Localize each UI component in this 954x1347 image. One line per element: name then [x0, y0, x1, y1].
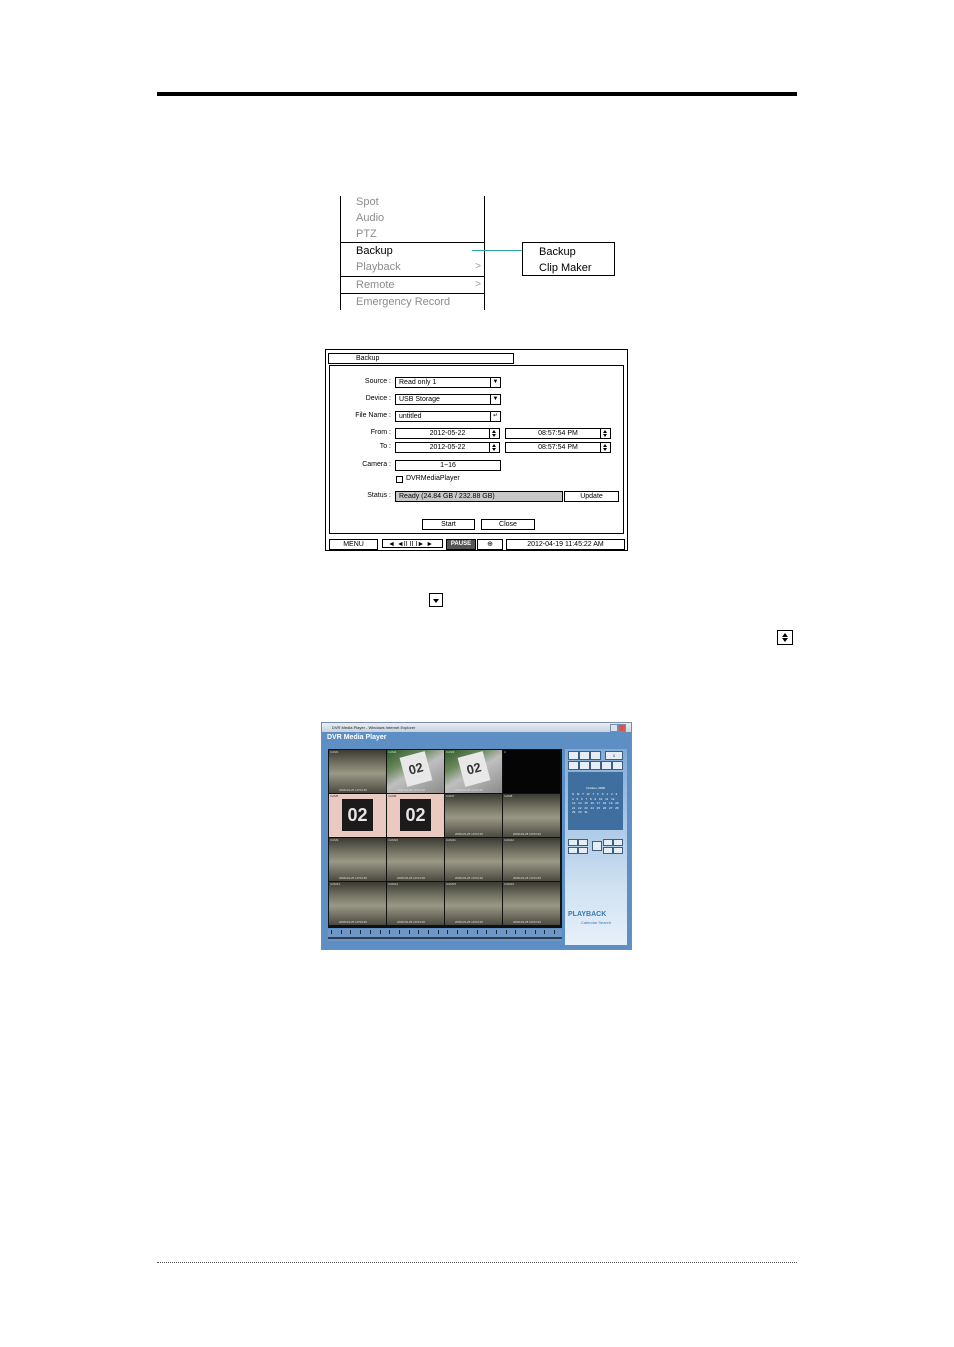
camera-tile[interactable] — [329, 750, 386, 793]
menu-item-label: Remote — [356, 279, 395, 291]
timeline-tick — [535, 930, 536, 934]
close-button[interactable]: Close — [481, 519, 535, 530]
camera-timestamp: 2008-09-25 10:54:36 — [339, 788, 367, 792]
camera-tile[interactable] — [329, 882, 386, 925]
timeline-tick — [370, 930, 371, 934]
sign-plate: 02 — [400, 751, 433, 787]
camera-label: CAM13 — [330, 882, 341, 886]
menu-item-spot[interactable] — [341, 194, 484, 210]
camera-timestamp: 2008-09-25 10:54:36 — [397, 920, 425, 924]
camera-number: 02 — [400, 799, 431, 831]
timeline-tick — [515, 930, 516, 934]
camera-label: CAM9 — [330, 838, 339, 842]
calendar — [568, 772, 623, 830]
timeline-tick — [506, 930, 507, 934]
camera-label: CAM11 — [446, 838, 456, 842]
timeline-track[interactable] — [328, 937, 562, 939]
from-date-value: 2012-05-22 — [429, 430, 466, 437]
camera-label: CAM6 — [388, 794, 397, 798]
camera-timestamp: 2008-09-25 10:54:36 — [339, 920, 367, 924]
layout-16-icon[interactable] — [601, 761, 612, 770]
camera-timestamp: 2008-09-25 10:54:36 — [513, 920, 541, 924]
menu-item-label: Backup — [356, 245, 393, 257]
camera-tile[interactable] — [503, 882, 560, 925]
dvr-media-player-window — [321, 722, 632, 950]
stop-icon[interactable] — [592, 841, 602, 851]
camera-number: 02 — [342, 799, 373, 831]
camera-tile[interactable] — [503, 838, 560, 881]
timeline-tick — [554, 930, 555, 934]
device-label: Device : — [365, 395, 391, 402]
layout-9-icon[interactable] — [590, 761, 601, 770]
timeline-tick — [380, 930, 381, 934]
browser-title-bar — [322, 723, 632, 732]
layout-4-icon[interactable] — [579, 761, 590, 770]
to-label: To : — [379, 443, 391, 450]
camera-label: CAM3 — [446, 750, 455, 754]
menu-item-label: Playback — [356, 261, 401, 273]
menu-item-label: Spot — [356, 196, 379, 208]
menu-item-ptz[interactable] — [341, 226, 484, 242]
camera-label: CAM12 — [504, 838, 515, 842]
device-select[interactable] — [395, 394, 501, 405]
to-date-field[interactable] — [395, 442, 500, 453]
status-value: Ready (24.84 GB / 232.88 GB) — [395, 491, 563, 502]
camera-tile[interactable] — [387, 838, 444, 881]
from-time-value: 08:57:54 PM — [538, 430, 578, 437]
timeline-tick — [428, 930, 429, 934]
camera-tile[interactable] — [329, 794, 386, 837]
sign-plate: 02 — [458, 751, 491, 787]
timeline-tick — [350, 930, 351, 934]
menu-item-backup[interactable] — [341, 243, 484, 259]
spinner-updown-icon — [777, 630, 793, 645]
next-frame-icon[interactable] — [603, 847, 613, 854]
camera-tile[interactable] — [445, 838, 502, 881]
timeline-tick — [447, 930, 448, 934]
fullscreen-icon[interactable] — [612, 761, 623, 770]
dropdown-arrow-icon[interactable]: ▼ — [490, 378, 500, 387]
layout-1-icon[interactable] — [568, 761, 579, 770]
playback-buttons — [568, 839, 623, 855]
fast-forward-icon[interactable] — [613, 839, 623, 846]
timeline-tick — [457, 930, 458, 934]
rewind-icon[interactable] — [568, 839, 578, 846]
channel-select[interactable]: 1 — [605, 751, 623, 760]
camera-tile[interactable] — [387, 794, 444, 837]
camera-label: CAM15 — [446, 882, 457, 886]
dvrmediaplayer-checkbox[interactable] — [396, 476, 403, 483]
print-icon[interactable] — [579, 751, 590, 760]
menu-button[interactable]: MENU — [329, 539, 378, 550]
timeline-tick — [496, 930, 497, 934]
source-select[interactable] — [395, 377, 501, 388]
menu-item-label: PTZ — [356, 228, 377, 240]
timeline-tick — [360, 930, 361, 934]
chevron-right-icon: > — [475, 261, 481, 272]
camera-tile[interactable] — [503, 750, 560, 793]
camera-label: CAM5 — [330, 794, 339, 798]
camera-timestamp: 2008-09-25 10:54:36 — [455, 788, 483, 792]
menu-item-audio[interactable] — [341, 210, 484, 226]
playback-subtitle: Calendar Search — [581, 920, 612, 925]
chevron-right-icon: > — [475, 279, 481, 290]
timeline-tick — [486, 930, 487, 934]
pause-indicator: PAUSE — [446, 539, 476, 550]
timeline-tick — [467, 930, 468, 934]
from-label: From : — [370, 429, 391, 436]
playback-timeline[interactable] — [328, 929, 562, 941]
step-back-icon[interactable] — [578, 839, 588, 846]
camera-tile[interactable] — [387, 882, 444, 925]
dropdown-arrow-icon[interactable]: ▼ — [490, 395, 500, 404]
timeline-tick — [525, 930, 526, 934]
camera-label: CAM1 — [330, 750, 339, 754]
enter-icon[interactable]: ↵ — [490, 412, 500, 421]
submenu-item-backup[interactable]: Backup — [539, 246, 576, 258]
camera-timestamp: 2008-09-25 10:54:36 — [513, 832, 541, 836]
start-button[interactable]: Start — [422, 519, 475, 530]
minimize-icon[interactable] — [610, 724, 618, 732]
camera-timestamp: 2008-09-25 10:54:36 — [455, 920, 483, 924]
camera-tile[interactable] — [329, 838, 386, 881]
camera-timestamp: 2008-09-25 10:54:36 — [397, 876, 425, 880]
filename-value: untitled — [399, 413, 422, 420]
to-time-field[interactable] — [505, 442, 611, 453]
update-button[interactable]: Update — [564, 491, 619, 502]
camera-label: 4 — [504, 750, 506, 754]
menu-item-remote[interactable] — [341, 277, 484, 293]
header-rule — [157, 92, 797, 96]
to-date-value: 2012-05-22 — [429, 444, 466, 451]
prev-frame-icon[interactable] — [568, 847, 578, 854]
timeline-tick — [409, 930, 410, 934]
camera-timestamp: 2008-09-25 10:54:36 — [455, 832, 483, 836]
timeline-tick — [331, 930, 332, 934]
camera-grid — [328, 749, 562, 928]
menu-item-label: Emergency Record — [356, 296, 451, 308]
app-title: DVR Media Player — [327, 734, 387, 741]
camera-timestamp: 2008-09-25 10:54:36 — [513, 876, 541, 880]
dropdown-arrow-icon — [429, 593, 443, 607]
device-value: USB Storage — [399, 396, 440, 403]
status-label: Status : — [367, 492, 391, 499]
camera-label: CAM8 — [504, 794, 513, 798]
source-label: Source : — [364, 378, 391, 385]
source-value: Read only 1 — [399, 379, 437, 386]
timeline-tick — [438, 930, 439, 934]
spinner-icon[interactable] — [600, 429, 610, 438]
to-time-value: 08:57:54 PM — [538, 444, 578, 451]
snapshot-icon[interactable] — [568, 751, 579, 760]
spinner-icon[interactable] — [489, 443, 499, 452]
settings-icon[interactable] — [590, 751, 601, 760]
camera-field[interactable]: 1~16 — [395, 460, 501, 471]
menu-item-label: Audio — [356, 212, 385, 224]
spinner-icon[interactable] — [489, 429, 499, 438]
submenu-connector — [472, 250, 523, 251]
calendar-days[interactable]: S M T W T F S 1 2 3 4 5 6 7 8 9 10 11 12 13 14 15 16 17 18 19 20 21 22 23 24 25 26 27 28 29 30 31 — [572, 792, 619, 815]
camera-label: CAM2 — [388, 750, 397, 754]
main-menu — [340, 196, 485, 310]
playback-controls[interactable]: ◄ ◄II II I► ► — [382, 539, 443, 548]
dialog-title: Backup — [328, 353, 514, 364]
timeline-tick — [399, 930, 400, 934]
playback-title: PLAYBACK — [568, 911, 607, 918]
footer-rule — [157, 1262, 797, 1263]
camera-label: CAM7 — [446, 794, 455, 798]
control-panel — [565, 749, 627, 945]
from-date-field[interactable] — [395, 428, 500, 439]
camera-tile[interactable] — [445, 750, 502, 793]
camera-tile[interactable] — [445, 794, 502, 837]
end-icon[interactable] — [613, 847, 623, 854]
timeline-tick — [418, 930, 419, 934]
play-icon[interactable] — [603, 839, 613, 846]
timeline-tick — [341, 930, 342, 934]
window-title: DVR Media Player - Windows Internet Explorer — [332, 725, 416, 730]
filename-label: File Name : — [355, 412, 391, 419]
datetime-display: 2012-04-19 11:45:22 AM — [506, 539, 625, 550]
filename-field[interactable] — [395, 411, 501, 422]
camera-label: CAM14 — [388, 882, 399, 886]
spinner-icon[interactable] — [600, 443, 610, 452]
camera-timestamp: 2008-09-25 10:54:36 — [397, 788, 425, 792]
camera-label: CAM16 — [504, 882, 515, 886]
network-icon: ⊕ — [477, 539, 503, 550]
camera-tile[interactable] — [503, 794, 560, 837]
menu-item-emergency-record[interactable] — [341, 294, 484, 310]
timeline-tick — [544, 930, 545, 934]
menu-item-playback[interactable] — [341, 259, 484, 275]
camera-label: Camera : — [362, 461, 391, 468]
slow-icon[interactable] — [578, 847, 588, 854]
backup-submenu — [522, 242, 615, 276]
timeline-tick — [477, 930, 478, 934]
camera-label: CAM10 — [388, 838, 399, 842]
close-icon[interactable] — [618, 724, 626, 732]
from-time-field[interactable] — [505, 428, 611, 439]
calendar-month[interactable]: October, 2008 — [586, 786, 605, 790]
camera-tile[interactable] — [387, 750, 444, 793]
submenu-item-clip-maker[interactable]: Clip Maker — [539, 262, 592, 274]
timeline-tick — [389, 930, 390, 934]
camera-timestamp: 2008-09-25 10:54:36 — [339, 876, 367, 880]
dvr-status-bar — [325, 537, 628, 551]
checkbox-label: DVRMediaPlayer — [406, 475, 460, 482]
camera-timestamp: 2008-09-25 10:54:36 — [455, 876, 483, 880]
camera-tile[interactable] — [445, 882, 502, 925]
